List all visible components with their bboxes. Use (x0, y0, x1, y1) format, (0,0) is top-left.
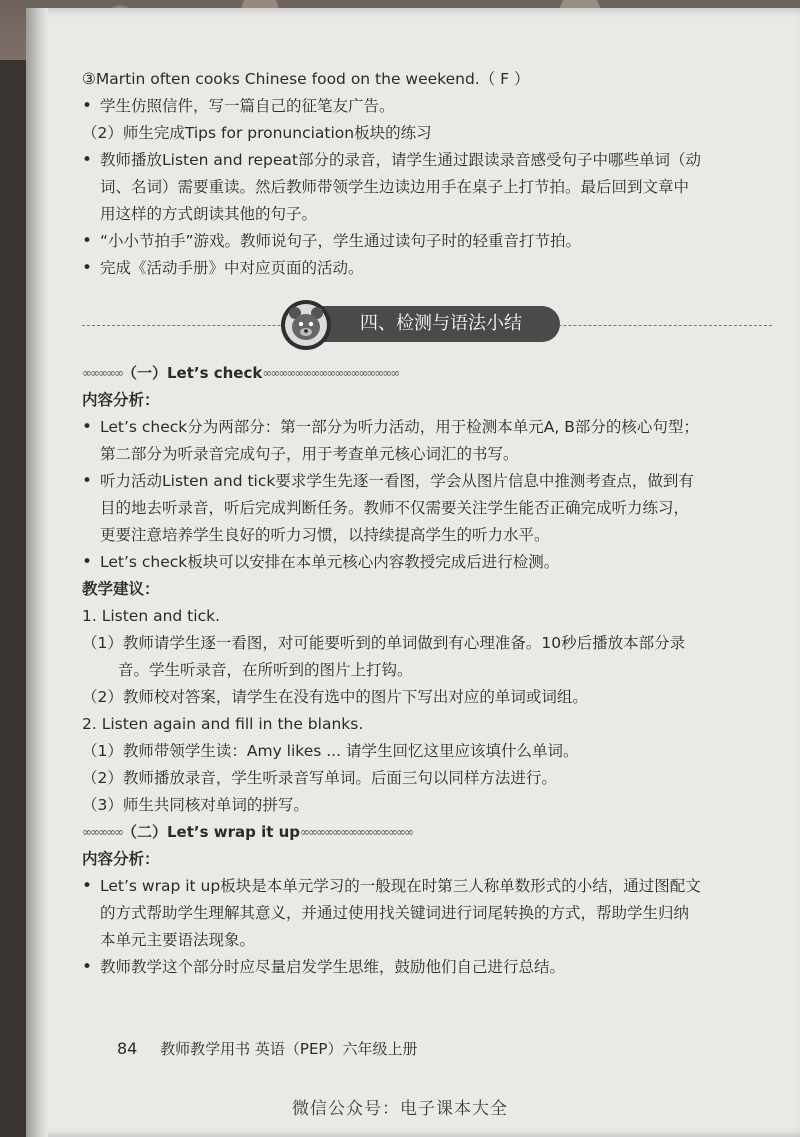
bullet-activity-book: • 完成《活动手册》中对应页面的活动。 (82, 255, 772, 282)
check-analysis-2c: 更要注意培养学生良好的听力习惯，以持续提高学生的听力水平。 (100, 526, 550, 544)
suggest-1: 1. Listen and tick. (82, 607, 220, 625)
suggest-2-3: （3）师生共同核对单词的拼写。 (82, 796, 309, 814)
section-4-title: 四、检测与语法小结 (292, 306, 560, 342)
bullet-write-ad: • 学生仿照信件，写一篇自己的征笔友广告。 (82, 93, 772, 120)
bullet-beat-game: • “小小节拍手”游戏。教师说句子，学生通过读句子时的轻重音打节拍。 (82, 228, 772, 255)
lets-wrap-heading (82, 819, 772, 846)
suggest-2: 2. Listen again and fill in the blanks. (82, 715, 364, 733)
check-analysis-2a: • 听力活动Listen and tick要求学生先逐一看图，学会从图片信息中推测考查点，做到有 (82, 468, 772, 495)
wrap-analysis-2: • 教师教学这个部分时应尽量启发学生思维，鼓励他们自己进行总结。 (82, 954, 772, 981)
suggestion-label: 教学建议： (82, 580, 160, 598)
suggest-1-1a: （1）教师请学生逐一看图，对可能要听到的单词做到有心理准备。10秒后播放本部分录 (82, 634, 686, 652)
decor-dots-left: ∞∞∞∞∞ (82, 825, 122, 839)
decor-dots-left: ∞∞∞∞∞ (82, 366, 122, 380)
bullet-listen-repeat-3: 用这样的方式朗读其他的句子。 (100, 205, 318, 223)
decor-dots-right: ∞∞∞∞∞∞∞∞∞∞∞∞∞∞ (300, 825, 412, 839)
lets-check-title: （一）Let’s check (121, 364, 263, 382)
bear-icon (278, 298, 334, 352)
suggest-1-1b: 音。学生听录音，在所听到的图片上打钩。 (118, 661, 413, 679)
section-4-banner (82, 298, 772, 352)
lets-wrap-title: （二）Let’s wrap it up (121, 823, 301, 841)
check-analysis-3: • Let’s check板块可以安排在本单元核心内容教授完成后进行检测。 (82, 549, 772, 576)
analysis-label-2: 内容分析： (82, 850, 160, 868)
step-2-heading: （2）师生完成Tips for pronunciation板块的练习 (82, 124, 432, 142)
lets-check-heading (82, 360, 772, 387)
exercise-item-3: ③Martin often cooks Chinese food on the weekend.（ F ） (82, 70, 530, 88)
book-title: 教师教学用书 英语（PEP）六年级上册 (160, 1040, 418, 1058)
wrap-analysis-1a: • Let’s wrap it up板块是本单元学习的一般现在时第三人称单数形式的小结，通过图配文 (82, 873, 772, 900)
wrap-analysis-1c: 本单元主要语法现象。 (100, 931, 256, 949)
bullet-listen-repeat-2: 词、名词）需要重读。然后教师带领学生边读边用手在桌子上打节拍。最后回到文章中 (100, 178, 690, 196)
suggest-2-2: （2）教师播放录音，学生听录音写单词。后面三句以同样方法进行。 (82, 769, 557, 787)
suggest-1-2: （2）教师校对答案，请学生在没有选中的图片下写出对应的单词或词组。 (82, 688, 588, 706)
suggest-2-1: （1）教师带领学生读：Amy likes ... 请学生回忆这里应该填什么单词。 (82, 742, 579, 760)
check-analysis-1b: 第二部分为听录音完成句子，用于考查单元核心词汇的书写。 (100, 445, 519, 463)
decor-dots-right: ∞∞∞∞∞∞∞∞∞∞∞∞∞∞∞∞∞ (262, 366, 399, 380)
wrap-analysis-1b: 的方式帮助学生理解其意义，并通过使用找关键词进行词尾转换的方式，帮助学生归纳 (100, 904, 690, 922)
page-content (82, 66, 772, 981)
bullet-listen-repeat-1: • 教师播放Listen and repeat部分的录音，请学生通过跟读录音感受句子中哪些单词（动 (82, 147, 772, 174)
page-footer (117, 1038, 417, 1059)
check-analysis-1a: • Let’s check分为两部分：第一部分为听力活动，用于检测本单元A, B部分的核心句型； (82, 414, 772, 441)
analysis-label-1: 内容分析： (82, 391, 160, 409)
page-number: 84 (117, 1039, 138, 1058)
check-analysis-2b: 目的地去听录音，听后完成判断任务。教师不仅需要关注学生能否正确完成听力练习， (100, 499, 690, 517)
watermark-text: 微信公众号：电子课本大全 (292, 1099, 508, 1119)
